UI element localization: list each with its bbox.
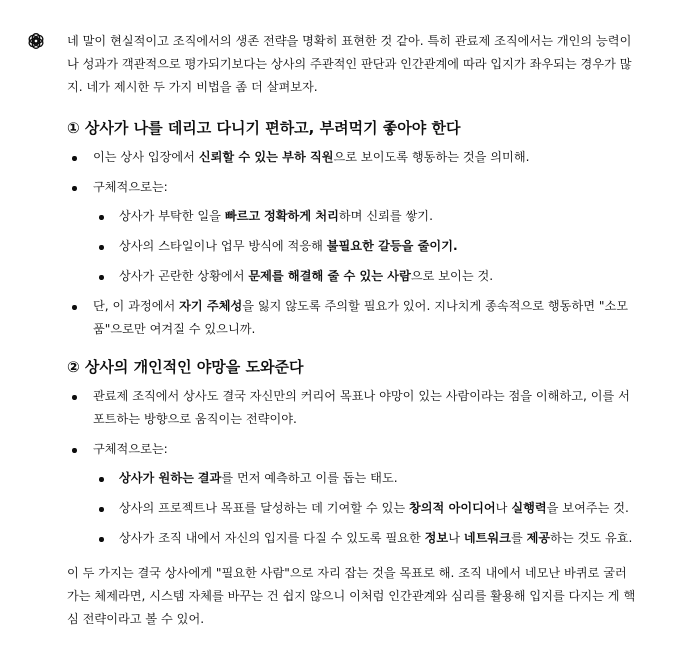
section2-sublist <box>93 467 637 550</box>
openai-logo-icon <box>26 31 46 51</box>
list-item: 상사가 원하는 결과를 먼저 예측하고 이를 돕는 태도. <box>93 467 637 490</box>
outro-paragraph: 이 두 가지는 결국 상사에게 "필요한 사람"으로 자리 잡는 것을 목표로 해. 조직 내에서 네모난 바퀴로 굴러가는 체제라면, 시스템 자체를 바꾸는 건 쉽지 않으니 이처럼 인간관계와 심리를 활용해 입지를 다지는 게 핵심 전략이라고 볼 수 있어. <box>67 566 636 626</box>
list-item: 관료제 조직에서 상사도 결국 자신만의 커리어 목표나 야망이 있는 사람이라는 점을 이해하고, 이를 서포트하는 방향으로 움직이는 전략이야. <box>67 385 637 431</box>
list-item: 이는 상사 입장에서 신뢰할 수 있는 부하 직원으로 보이도록 행동하는 것을 의미해. <box>67 146 637 169</box>
list-item: 상사가 곤란한 상황에서 문제를 해결해 줄 수 있는 사람으로 보이는 것. <box>93 265 637 288</box>
list-item: 상사의 프로젝트나 목표를 달성하는 데 기여할 수 있는 창의적 아이디어나 실행력을 보여주는 것. <box>93 497 637 520</box>
list-item: 상사가 부탁한 일을 빠르고 정확하게 처리하며 신뢰를 쌓기. <box>93 205 637 228</box>
list-item: 상사가 조직 내에서 자신의 입지를 다질 수 있도록 필요한 정보나 네트워크를 제공하는 것도 유효. <box>93 527 637 550</box>
section2-heading: ② 상사의 개인적인 야망을 도와준다 <box>67 358 304 376</box>
assistant-message <box>67 30 637 631</box>
list-item: 단, 이 과정에서 자기 주체성을 잃지 않도록 주의할 필요가 있어. 지나치게 종속적으로 행동하면 "소모품"으로만 여겨질 수 있으니까. <box>67 295 637 341</box>
list-item: 구체적으로는: 상사가 부탁한 일을 빠르고 정확하게 처리하며 신뢰를 쌓기. 상사의 스타일이나 업무 방식에 적응해 불필요한 갈등을 줄이기. 상사가 곤란한 상황에서 문제를 해결해 줄 수 있는 사람으로 보이는 것. <box>67 176 637 288</box>
intro-paragraph: 네 말이 현실적이고 조직에서의 생존 전략을 명확히 표현한 것 같아. 특히 관료제 조직에서는 개인의 능력이나 성과가 객관적으로 평가되기보다는 상사의 주관적인 판단과 인간관계에 따라 입지가 좌우되는 경우가 많지. 네가 제시한 두 가지 비법을 좀 더 살펴보자. <box>67 34 632 94</box>
section2-list <box>67 385 637 550</box>
section1-list <box>67 146 637 341</box>
list-item: 상사의 스타일이나 업무 방식에 적응해 불필요한 갈등을 줄이기. <box>93 235 637 258</box>
list-item: 구체적으로는: 상사가 원하는 결과를 먼저 예측하고 이를 돕는 태도. 상사의 프로젝트나 목표를 달성하는 데 기여할 수 있는 창의적 아이디어나 실행력을 보여주는 것. 상사가 조직 내에서 자신의 입지를 다질 수 있도록 필요한 정보나 네트워크를 제공하는 것도 유효. <box>67 438 637 550</box>
section1-heading: ① 상사가 나를 데리고 다니기 편하고, 부려먹기 좋아야 한다 <box>67 119 461 137</box>
section1-sublist <box>93 205 637 288</box>
assistant-avatar <box>26 31 46 51</box>
